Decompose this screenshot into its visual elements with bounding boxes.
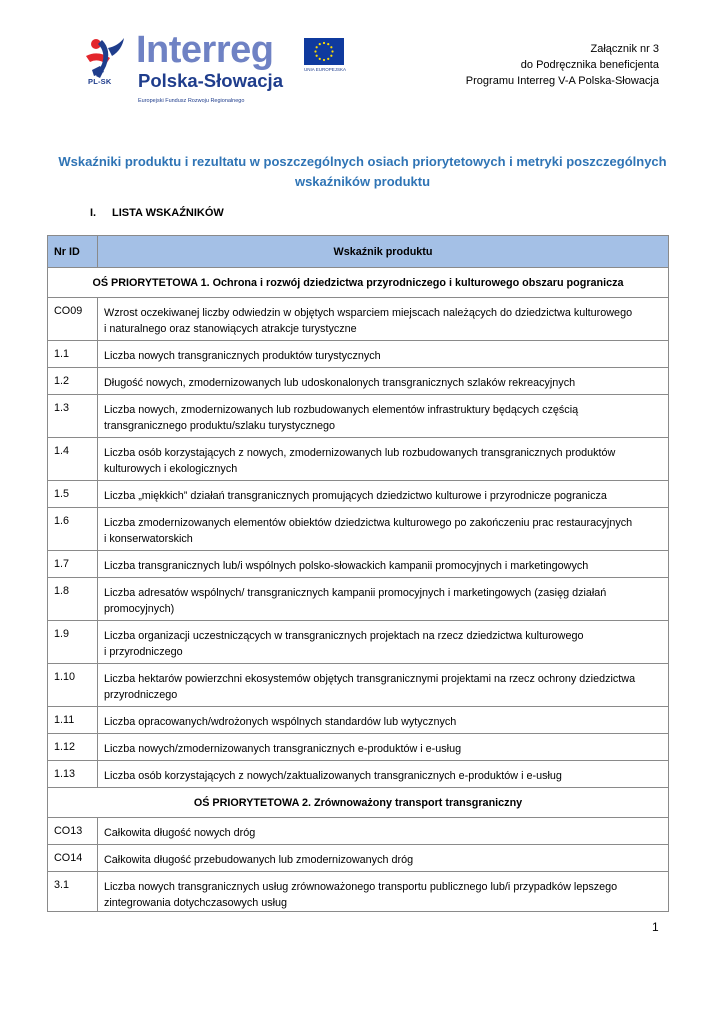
attachment-note [466, 41, 659, 89]
attachment-line: Programu Interreg V-A Polska-Słowacja [465, 75, 659, 87]
indicator-name [98, 872, 669, 912]
priority-axis-row [48, 788, 669, 818]
indicator-row [48, 508, 669, 551]
section-title: LISTA WSKAŹNIKÓW [112, 207, 224, 219]
section-number: I. [90, 207, 97, 219]
indicator-name [98, 298, 669, 341]
attachment-line: Załącznik nr 3 [590, 43, 659, 55]
indicator-line: Liczba hektarów powierzchni ekosystemów objętych transgranicznymi projektami na rzecz ochrony dziedzictwa [104, 673, 636, 685]
eu-star-icon [319, 58, 321, 60]
eu-star-icon [330, 55, 332, 57]
indicator-name [98, 734, 669, 761]
logo-region: Polska-Słowacja [138, 70, 283, 91]
indicator-name [98, 551, 669, 578]
indicator-id: CO13 [48, 818, 98, 845]
indicator-line: i przyrodniczego [104, 646, 183, 658]
priority-axis-title: OŚ PRIORYTETOWA 1. Ochrona i rozwój dziedzictwa przyrodniczego i kulturowego obszaru pogranicza [48, 268, 669, 298]
attachment-line: do Podręcznika beneficjenta [520, 59, 659, 71]
indicator-row [48, 298, 669, 341]
indicator-id: 1.4 [48, 438, 98, 481]
indicator-line: Liczba transgranicznych lub/i wspólnych polsko-słowackich kampanii promocyjnych i marketingowych [104, 560, 589, 572]
indicator-id: 1.5 [48, 481, 98, 508]
indicator-id: CO09 [48, 298, 98, 341]
logo-abbr: PL-SK [88, 77, 112, 86]
indicator-row [48, 707, 669, 734]
indicator-name [98, 395, 669, 438]
eu-star-icon [330, 46, 332, 48]
logo-name: Interreg [136, 29, 274, 71]
indicator-line: Liczba adresatów wspólnych/ transgranicznych kampanii promocyjnych i marketingowych (zasięg działań [104, 587, 607, 599]
eu-star-icon [331, 50, 333, 52]
eu-star-icon [327, 43, 329, 45]
priority-axis-title: OŚ PRIORYTETOWA 2. Zrównoważony transport transgraniczny [48, 788, 669, 818]
eu-star-icon [319, 43, 321, 45]
indicator-line: Liczba opracowanych/wdrożonych wspólnych standardów lub wytycznych [104, 716, 457, 728]
indicator-row [48, 341, 669, 368]
indicator-line: Całkowita długość przebudowanych lub zmodernizowanych dróg [104, 854, 414, 866]
indicator-line: kulturowych i ekologicznych [104, 463, 238, 475]
eu-star-icon [323, 42, 325, 44]
indicator-row [48, 734, 669, 761]
indicator-name [98, 508, 669, 551]
indicator-name [98, 664, 669, 707]
column-header-id: Nr ID [48, 236, 98, 268]
indicator-line: promocyjnych) [104, 603, 175, 615]
indicator-id: CO14 [48, 845, 98, 872]
indicator-id: 1.2 [48, 368, 98, 395]
eu-star-icon [316, 55, 318, 57]
indicator-name [98, 368, 669, 395]
indicator-line: Liczba nowych/zmodernizowanych transgranicznych e-produktów i e-usług [104, 743, 462, 755]
indicator-id: 1.3 [48, 395, 98, 438]
indicator-id: 1.7 [48, 551, 98, 578]
section-heading [90, 207, 224, 219]
indicator-row [48, 621, 669, 664]
indicator-line: i naturalnego oraz stanowiących atrakcje turystyczne [104, 323, 357, 335]
indicator-line: Wzrost oczekiwanej liczby odwiedzin w objętych wsparciem miejscach należących do dziedzictwa kulturowego [104, 307, 633, 319]
eu-star-icon [327, 58, 329, 60]
indicator-name [98, 481, 669, 508]
indicator-row [48, 845, 669, 872]
title-line: wskaźników produktu [294, 174, 431, 189]
indicator-id: 1.13 [48, 761, 98, 788]
document-title [40, 152, 685, 192]
indicator-row [48, 438, 669, 481]
indicator-line: Liczba nowych transgranicznych usług zrównoważonego transportu publicznego lub/i przypadków lepszego zintegrowania dotychczasowych usług [104, 881, 618, 909]
indicator-line: i konserwatorskich [104, 533, 193, 545]
page-header [0, 0, 725, 120]
indicator-name [98, 621, 669, 664]
indicator-line: Liczba nowych, zmodernizowanych lub rozbudowanych elementów infrastruktury będących częścią [104, 404, 579, 416]
indicator-line: Liczba osób korzystających z nowych/zaktualizowanych transgranicznych e-produktów i e-usług [104, 770, 562, 782]
indicator-line: przyrodniczego [104, 689, 178, 701]
indicator-id: 3.1 [48, 872, 98, 912]
indicator-id: 1.8 [48, 578, 98, 621]
indicator-id: 1.6 [48, 508, 98, 551]
indicator-line: Liczba organizacji uczestniczących w transgranicznych projektach na rzecz dziedzictwa kulturowego [104, 630, 584, 642]
indicator-name [98, 845, 669, 872]
eu-star-icon [323, 59, 325, 61]
table-body [48, 268, 669, 912]
indicator-row [48, 872, 669, 912]
indicator-row [48, 368, 669, 395]
indicator-row [48, 551, 669, 578]
indicator-name [98, 341, 669, 368]
indicator-line: Liczba „miękkich” działań transgranicznych promujących dziedzictwo kulturowe i przyrodnicze pogranicza [104, 490, 607, 502]
indicator-line: Liczba nowych transgranicznych produktów turystycznych [104, 350, 381, 362]
title-line: Wskaźniki produktu i rezultatu w poszczególnych osiach priorytetowych i metryki poszczególnych [58, 154, 667, 169]
logo-fund: Europejski Fundusz Rozwoju Regionalnego [138, 98, 245, 104]
indicators-table [47, 235, 669, 912]
indicator-row [48, 664, 669, 707]
table-header-row [48, 236, 669, 268]
indicator-line: Całkowita długość nowych dróg [104, 827, 256, 839]
indicator-row [48, 818, 669, 845]
indicator-row [48, 481, 669, 508]
indicator-line: Liczba osób korzystających z nowych, zmodernizowanych lub rozbudowanych transgranicznych produktów [104, 447, 616, 459]
indicator-name [98, 707, 669, 734]
indicator-name [98, 438, 669, 481]
indicator-line: transgranicznego produktu/szlaku turystycznego [104, 420, 336, 432]
indicator-id: 1.9 [48, 621, 98, 664]
indicator-line: Długość nowych, zmodernizowanych lub udoskonalonych transgranicznych szlaków rekreacyjnych [104, 377, 576, 389]
priority-axis-row [48, 268, 669, 298]
column-header-indicator: Wskaźnik produktu [98, 236, 669, 268]
eu-star-icon [316, 46, 318, 48]
eu-label: UNIA EUROPEJSKA [304, 67, 347, 72]
eu-star-icon [314, 50, 316, 52]
indicator-name [98, 761, 669, 788]
indicator-name [98, 818, 669, 845]
indicator-row [48, 395, 669, 438]
indicator-line: Liczba zmodernizowanych elementów obiektów dziedzictwa kulturowego po zakończeniu prac restauracyjnych [104, 517, 633, 529]
indicator-id: 1.1 [48, 341, 98, 368]
page-number: 1 [652, 920, 659, 934]
indicator-row [48, 761, 669, 788]
indicator-name [98, 578, 669, 621]
indicator-row [48, 578, 669, 621]
eu-flag-icon [304, 38, 344, 65]
indicator-id: 1.12 [48, 734, 98, 761]
indicator-id: 1.11 [48, 707, 98, 734]
indicator-id: 1.10 [48, 664, 98, 707]
